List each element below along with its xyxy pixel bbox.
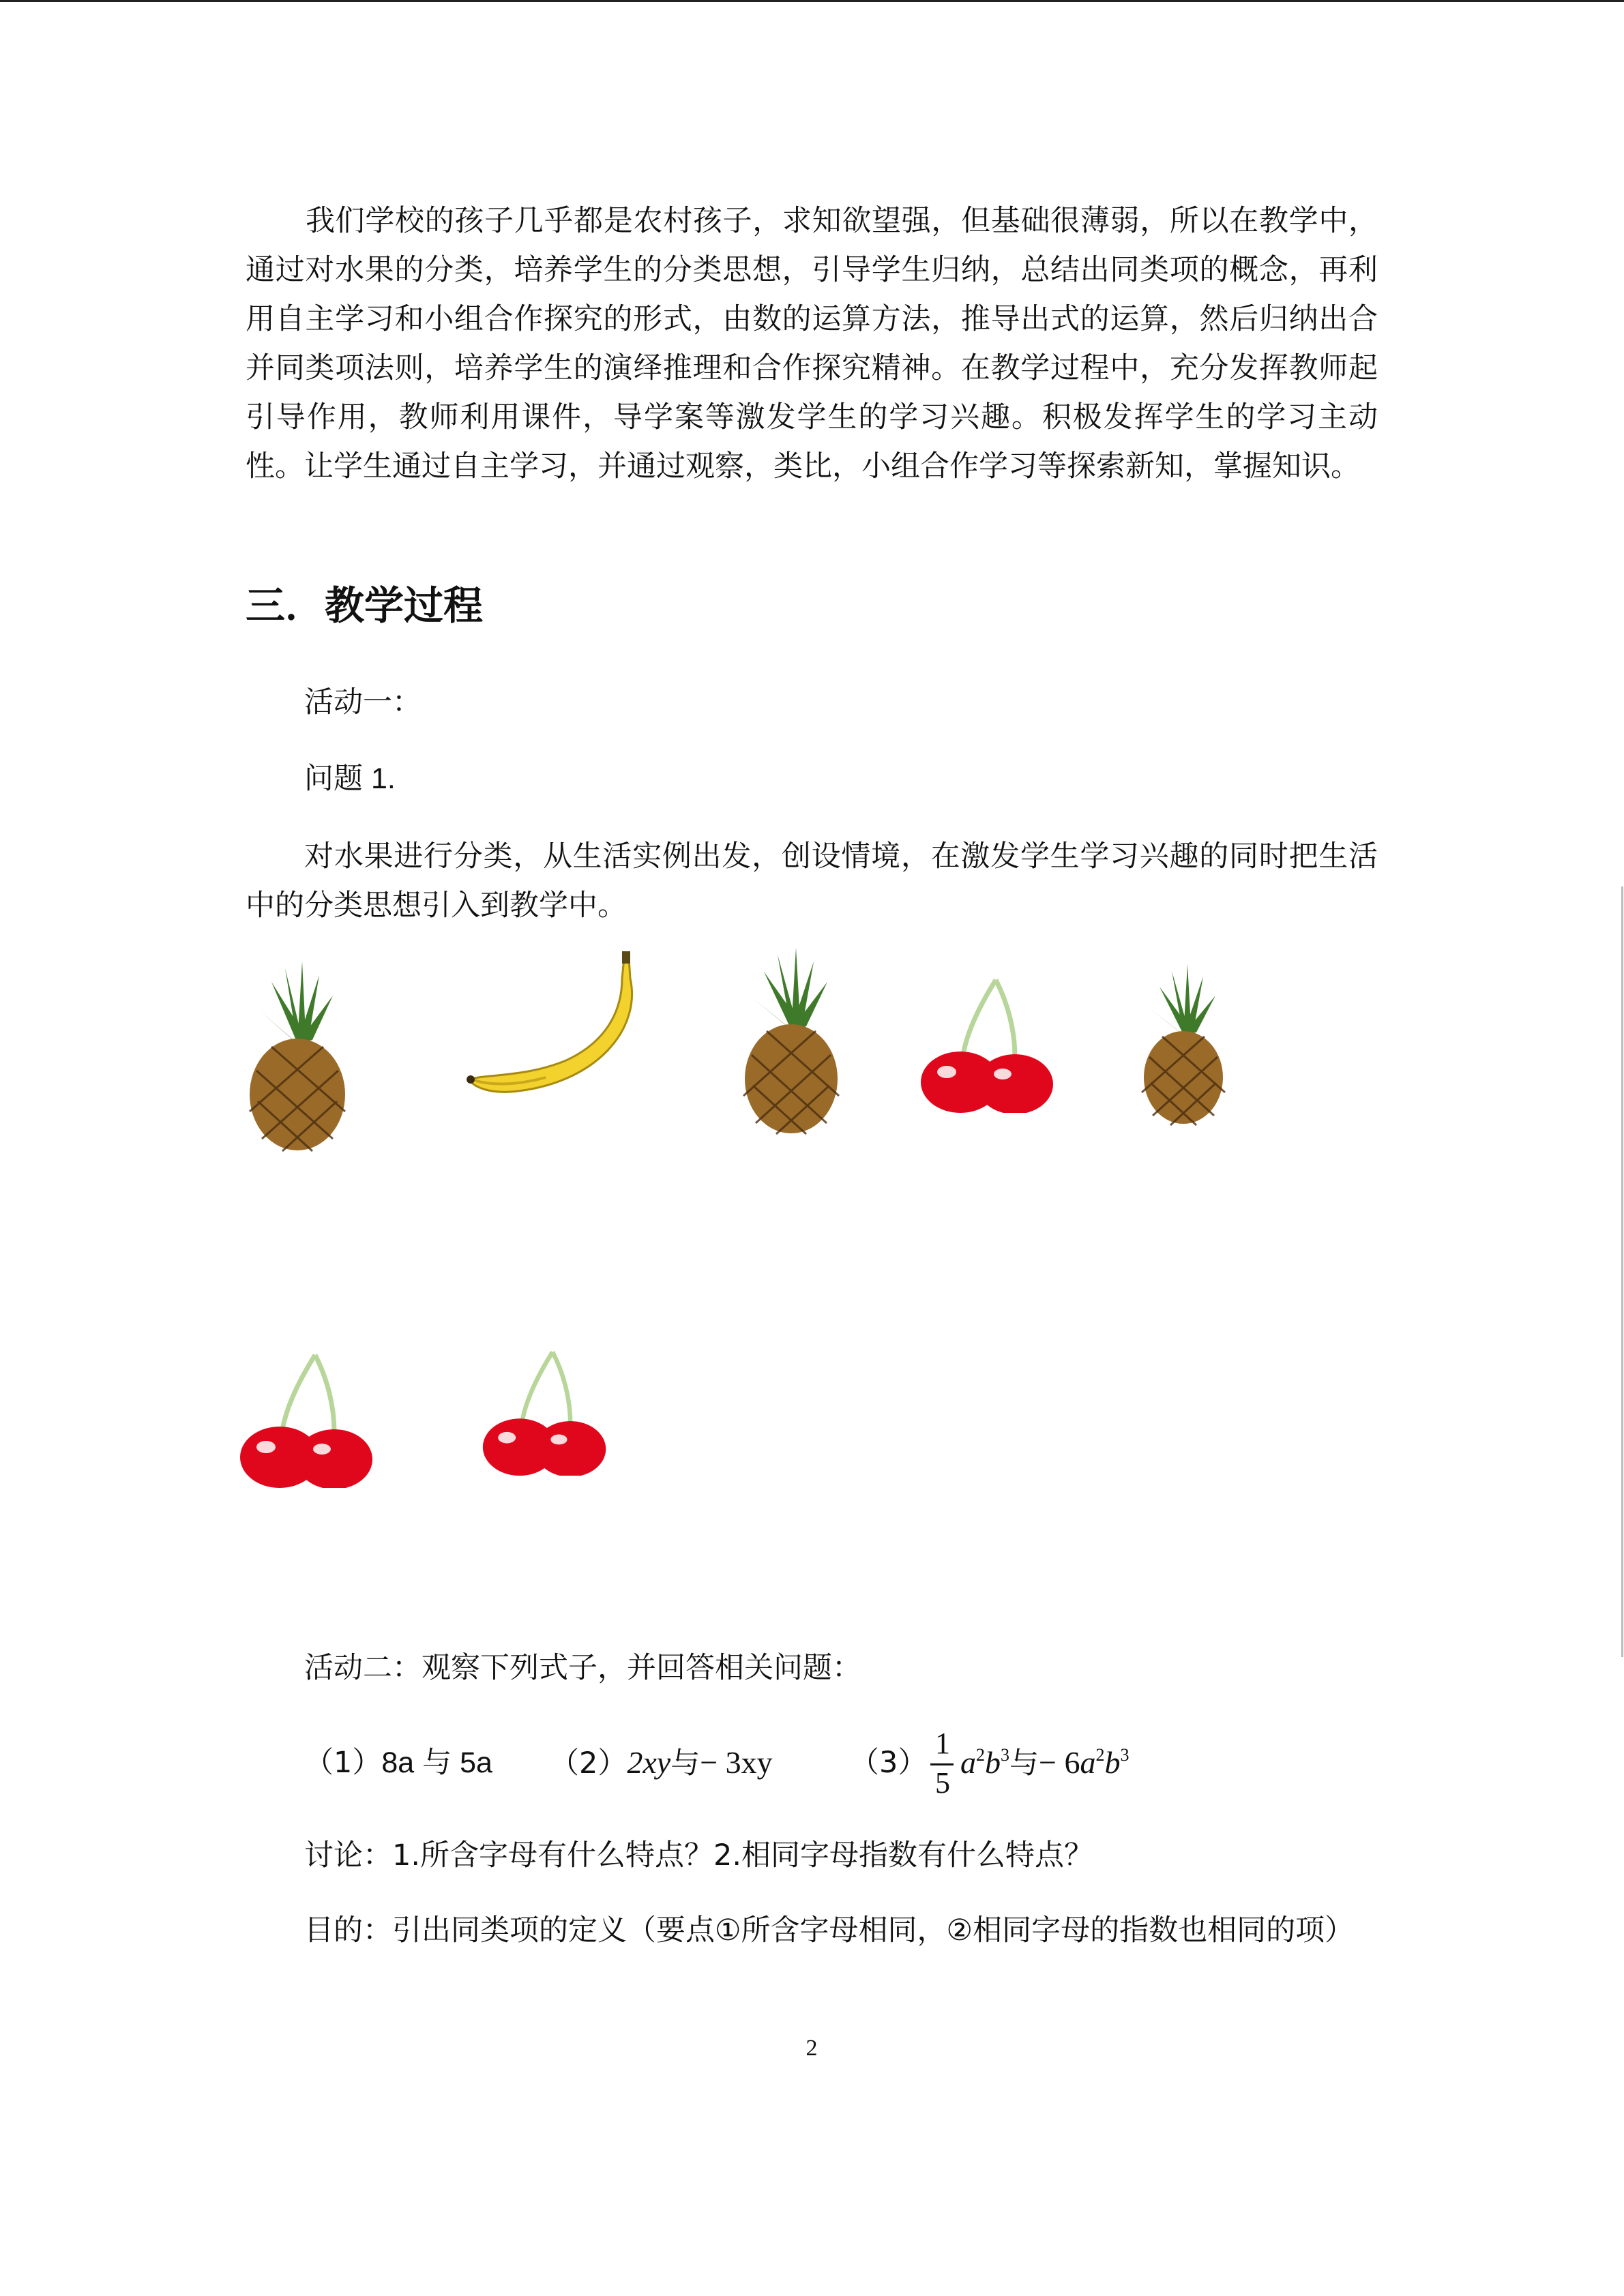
expression-2-label: （2）: [550, 1746, 628, 1780]
banana-image: [464, 951, 641, 1101]
page-number: 2: [806, 2036, 818, 2061]
expression-2-connector: 与: [670, 1746, 700, 1780]
expr3-rhs-b-exp: 3: [1120, 1745, 1130, 1765]
expr3-rhs-b: b: [1104, 1745, 1121, 1780]
activity1-description: 对水果进行分类，从生活实例出发，创设情境，在激发学生学习兴趣的同时把生活中的分类思想引入到教学中。: [246, 839, 1378, 923]
expression-2: [550, 1725, 773, 1801]
discussion-text: 讨论：1.所含字母有什么特点？2.相同字母指数有什么特点？: [304, 1838, 1094, 1873]
expr3-rhs-a: a: [1080, 1745, 1096, 1780]
expression-3-label: （3）: [850, 1746, 928, 1780]
expression-2-lhs: 2xy: [627, 1745, 671, 1780]
expression-3: [850, 1725, 927, 1800]
cherry-image-1: [919, 976, 1056, 1113]
pineapple-image-2: [740, 944, 842, 1135]
expression-2-rhs: − 3xy: [700, 1745, 773, 1780]
pineapple-image-3: [1139, 963, 1228, 1127]
activity1-label: 活动一：: [304, 685, 422, 719]
activity2-label: 活动二：观察下列式子，并回答相关问题：: [304, 1651, 861, 1685]
expression-3-fraction: [929, 1727, 956, 1802]
expression-1-text: 8a 与 5a: [381, 1746, 492, 1779]
expr3-lhs-a: a: [960, 1745, 976, 1780]
page-top-border: [0, 0, 1624, 2]
expression-3-terms: [960, 1725, 1129, 1801]
expr3-rhs-a-exp: 2: [1095, 1745, 1105, 1765]
goal-text: 目的：引出同类项的定义（要点①所含字母相同，②相同字母的指数也相同的项）: [304, 1913, 1355, 1948]
question1-label: 问题 1.: [304, 762, 396, 795]
expr3-lhs-a-exp: 2: [976, 1745, 985, 1765]
expression-1: [304, 1725, 492, 1800]
fraction-denominator: 5: [935, 1766, 950, 1800]
cherry-image-3: [482, 1349, 608, 1476]
expr3-rhs-coef: − 6: [1039, 1745, 1080, 1780]
section-heading: 三．教学过程: [246, 582, 484, 629]
cherry-image-2: [239, 1352, 375, 1488]
expr3-lhs-b: b: [985, 1745, 1001, 1780]
fraction-bar: [930, 1763, 954, 1765]
page-side-border: [1621, 886, 1623, 1657]
expression-1-label: （1）: [304, 1746, 382, 1780]
pineapple-image-1: [244, 955, 351, 1152]
intro-paragraph: 我们学校的孩子几乎都是农村孩子，求知欲望强，但基础很薄弱，所以在教学中，通过对水果的分类，培养学生的分类思想，引导学生归纳，总结出同类项的概念，再利用自主学习和小组合作探究的形式，由数的运算方法，推导出式的运算，然后归纳出合并同类项法则，培养学生的演绎推理和合作探究精神。在教学过程中，充分发挥教师起引导作用，教师利用课件，导学案等激发学生的学习兴趣。积极发挥学生的学习主动性。让学生通过自主学习，并通过观察，类比，小组合作学习等探索新知，掌握知识。: [246, 204, 1378, 483]
expr3-connector: 与: [1009, 1746, 1039, 1780]
expr3-lhs-b-exp: 3: [1001, 1745, 1009, 1765]
fraction-numerator: 1: [935, 1727, 950, 1760]
